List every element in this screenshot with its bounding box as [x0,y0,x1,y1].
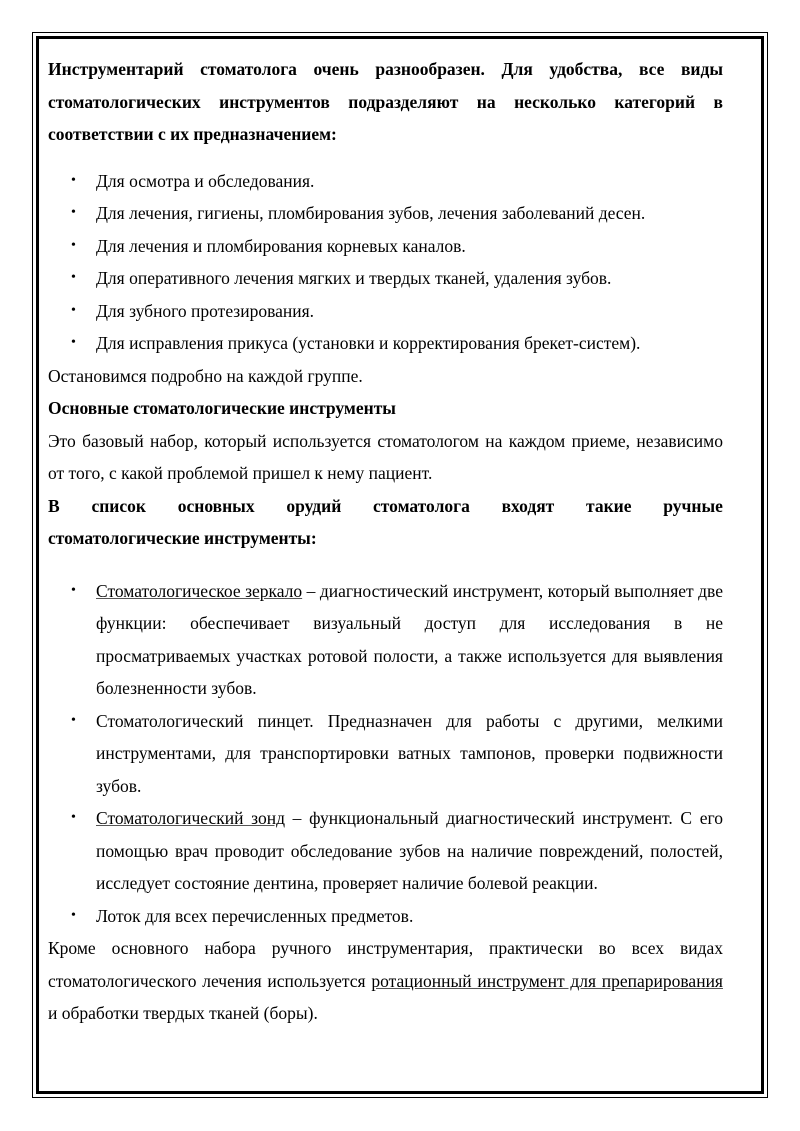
tools-list [48,575,723,933]
list-item: • Для осмотра и обследования. [48,165,723,198]
tray-description: Лоток для всех перечисленных предметов. [96,905,414,926]
list-item [48,802,723,900]
list-intro-word: такие [586,495,632,516]
mirror-link[interactable]: Стоматологическое зеркало [96,580,303,601]
list-item [48,575,723,705]
probe-description: – функциональный диагностический инструмент. С его помощью врач проводит обследование зубов на наличие повреждений, полостей, исследует состояние дентина, проверяет наличие болевой реакции. [96,808,723,893]
list-intro-word: основных [177,495,255,516]
list-intro-word: орудий [286,495,342,516]
closing-paragraph [48,932,723,1030]
list-item [48,705,723,803]
list-item: • Для исправления прикуса (установки и корректирования брекет-систем). [48,327,723,360]
list-intro [48,490,723,555]
tweezers-description: Стоматологический пинцет. Предназначен для работы с другими, мелкими инструментами, для транспортировки ватных тампонов, проверки подвижности зубов. [96,710,723,796]
list-item: • Для лечения и пломбирования корневых каналов. [48,230,723,263]
list-item: • Для зубного протезирования. [48,295,723,328]
list-item: • Для лечения, гигиены, пломбирования зубов, лечения заболеваний десен. [48,197,723,230]
list-intro-word: список [91,495,146,516]
list-item: • Для оперативного лечения мягких и твердых тканей, удаления зубов. [48,262,723,295]
list-intro-line-2: стоматологические инструменты: [48,528,317,548]
categories-list [48,165,723,360]
document-body [48,53,723,1030]
list-item [48,900,723,933]
closing-text-after: и обработки твердых тканей (боры). [48,1003,318,1023]
list-intro-line-1 [48,490,723,523]
list-intro-word: входят [501,495,555,516]
probe-link[interactable]: Стоматологический зонд [96,808,285,828]
intro-paragraph: Инструментарий стоматолога очень разнообразен. Для удобства, все виды стоматологических инструментов подразделяют на несколько категорий в соответствии с их предназначением: [48,59,723,144]
list-intro-word: ручные [663,495,723,516]
section-heading: Основные стоматологические инструменты [48,398,396,418]
closing-text-before: Кроме основного набора ручного инструментария, практически во всех видах стоматологического лечения используется [48,938,723,991]
section-paragraph: Это базовый набор, который используется стоматологом на каждом приеме, независимо от того, с какой проблемой пришел к нему пациент. [48,430,723,483]
after-list-text: Остановимся подробно на каждой группе. [48,365,363,386]
list-intro-word: стоматолога [373,495,470,516]
rotary-instrument-link[interactable]: ротационный инструмент для препарирования [371,970,723,991]
mirror-description: – диагностический инструмент, который выполняет две функции: обеспечивает визуальный доступ для исследования в не просматриваемых участках ротовой полости, а также используется для выявления болезненности зубов. [96,580,723,698]
list-intro-word: В [48,495,60,516]
